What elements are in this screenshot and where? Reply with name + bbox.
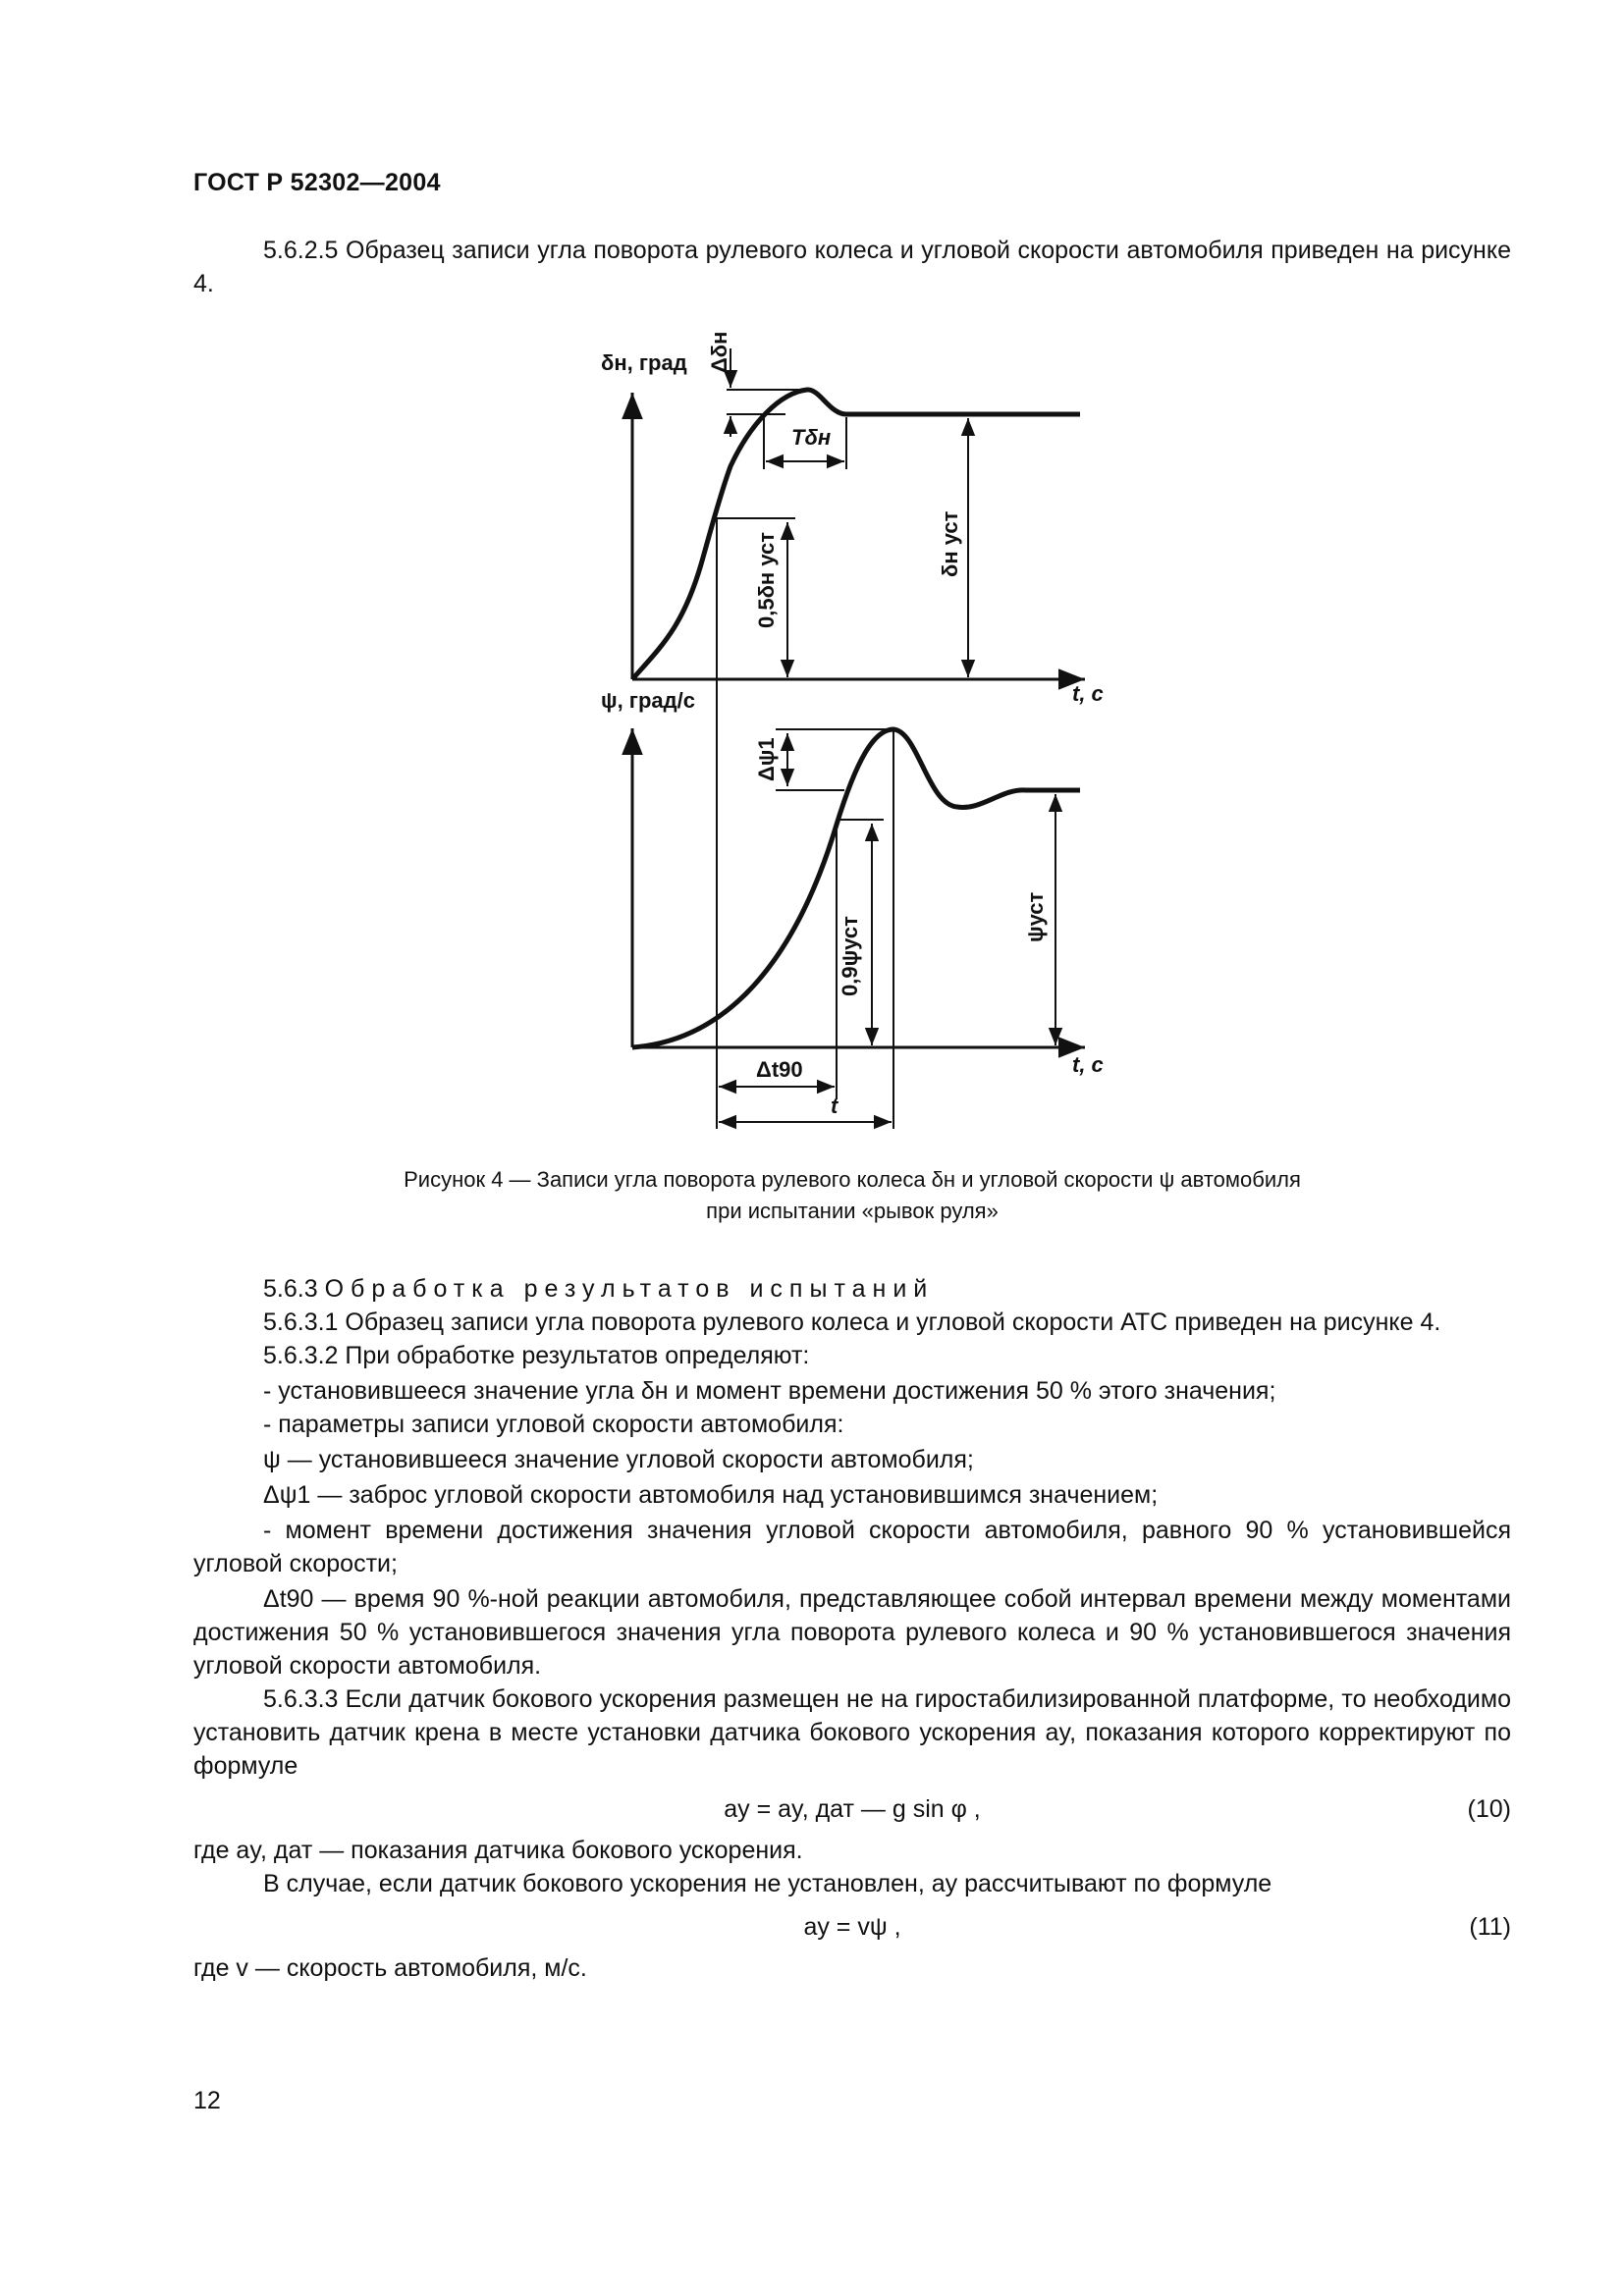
main-text <box>193 1272 1511 1985</box>
paragraph-5-6-2-5-text: 5.6.2.5 Образец записи угла поворота рулевого колеса и угловой скорости автомобиля приведен на рисунке 4. <box>193 237 1511 297</box>
psi-overshoot-label: Δψ1 <box>754 737 779 781</box>
paragraph-5-6-3-2: 5.6.3.2 При обработке результатов определяют: <box>263 1342 810 1369</box>
formula-10-where: где ay, дат — показания датчика бокового ускорения. <box>193 1837 803 1864</box>
yaw-rate-curve <box>632 729 1080 1047</box>
paragraph-5-6-3-1: 5.6.3.1 Образец записи угла поворота рулевого колеса и угловой скорости АТС приведен на рисунке 4. <box>263 1308 1441 1336</box>
list-item-3: ψ — установившееся значение угловой скорости автомобиля; <box>263 1446 974 1473</box>
formula-11-where: где v — скорость автомобиля, м/с. <box>193 1954 587 1982</box>
formula-11-number: (11) <box>1469 1913 1511 1941</box>
figure-caption <box>193 1164 1511 1227</box>
figure-caption-line-1: Рисунок 4 — Записи угла поворота рулевого колеса δн и угловой скорости ψ автомобиля <box>404 1167 1301 1192</box>
list-item-2: - параметры записи угловой скорости автомобиля: <box>263 1411 844 1438</box>
dt90-label: Δt90 <box>756 1057 803 1082</box>
top-axis-label: δн, град <box>601 350 687 375</box>
document-header: ГОСТ Р 52302—2004 <box>193 169 441 196</box>
section-5-6-3-heading <box>193 1272 1511 1306</box>
t-delta-label: Tδн <box>791 425 832 450</box>
bottom-axis-label: ψ, град/с <box>601 688 695 713</box>
paragraph-5-6-3-3: 5.6.3.3 Если датчик бокового ускорения размещен не на гиростабилизированной платформе, то необходимо установить датчик крена в месте установки датчика бокового ускорения ay, показания которого корректируют по формуле <box>193 1685 1511 1780</box>
formula-11-row <box>193 1904 1511 1951</box>
section-5-6-3-title: Обработка результатов испытаний <box>324 1275 935 1303</box>
half-delta-label: 0,5δн уст <box>754 531 779 628</box>
psi-90-label: 0,9ψуст <box>838 916 862 996</box>
formula-10: ay = ay, дат — g sin φ , <box>724 1795 981 1823</box>
page-number: 12 <box>193 2087 221 2114</box>
list-item-4: Δψ1 — заброс угловой скорости автомобиля над установившимся значением; <box>263 1481 1159 1509</box>
top-time-axis-label: t, с <box>1072 681 1104 706</box>
steering-angle-curve <box>632 390 1080 679</box>
paragraph-case: В случае, если датчик бокового ускорения не установлен, ay рассчитывают по формуле <box>263 1870 1272 1897</box>
formula-10-row <box>193 1787 1511 1834</box>
section-5-6-3-number: 5.6.3 <box>263 1275 318 1303</box>
psi-steady-label: ψуст <box>1023 891 1048 942</box>
list-item-1: - установившееся значение угла δн и момент времени достижения 50 % этого значения; <box>263 1377 1276 1405</box>
list-item-5: - момент времени достижения значения угловой скорости автомобиля, равного 90 % установившейся угловой скорости; <box>193 1517 1511 1577</box>
t-label: t <box>831 1094 839 1118</box>
formula-10-number: (10) <box>1467 1795 1511 1823</box>
figure-caption-line-2: при испытании «рывок руля» <box>706 1199 999 1223</box>
list-item-6: Δt90 — время 90 %-ной реакции автомобиля, представляющее собой интервал времени между моментами достижения 50 % установившегося значения угла поворота рулевого колеса и 90 % установившегося значения угловой скорости автомобиля. <box>193 1585 1511 1680</box>
bottom-time-axis-label: t, с <box>1072 1052 1104 1077</box>
delta-overshoot-label: Δδн <box>707 331 731 373</box>
formula-11: ay = vψ , <box>803 1913 901 1941</box>
delta-steady-label: δн уст <box>938 510 962 577</box>
